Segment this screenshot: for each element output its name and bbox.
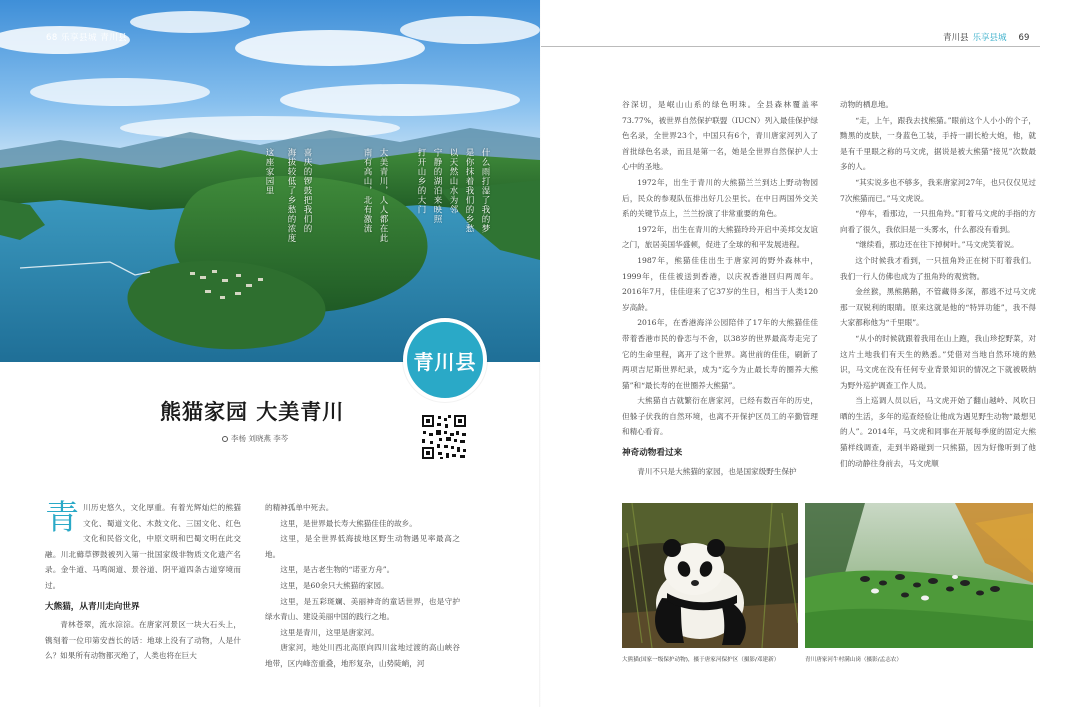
- intro-paragraph: [45, 500, 241, 594]
- left-column-1: [45, 500, 241, 664]
- poem-line: 大美青川，人人都在此: [378, 148, 388, 243]
- body-paragraph: 金丝猴，黑熊鹅鹅，不管藏得多深，都逃不过马文虎那一双锐利的眼睛。原来这就是他的“特异功能”，我不得大家都称他为“千里眼”。: [840, 287, 1036, 328]
- body-paragraph: 这里是青川，这里是唐家河。: [280, 627, 379, 637]
- byline-circle-icon: [222, 436, 228, 442]
- body-paragraph: 的精神孤单中死去。: [265, 503, 334, 512]
- county-badge-label: 青川县: [413, 349, 477, 374]
- running-head-right: [943, 31, 1029, 43]
- poem-line: 喜庆的锣鼓把我们的: [302, 148, 312, 234]
- body-paragraph: 谷深切，是岷山山系的绿色明珠。全县森林覆盖率73.77%，被世界自然保护联盟（IUCN）列入最佳保护绿色名录，全世界23个，中国只有6个，青川唐家河列入了首批绿色名录，而且是第一名，她是全世界自然保护人士心中的圣地。: [622, 100, 818, 172]
- running-head-county: 青川县: [943, 33, 969, 43]
- poem-line: 以天然山水为邻: [448, 148, 458, 215]
- dropcap: 青: [45, 498, 79, 538]
- body-paragraph: 这里，是全世界低海拔地区野生动物遇见率最高之地。: [265, 534, 460, 559]
- right-column-2: [840, 97, 1036, 471]
- body-paragraph: 动物的栖息地。: [840, 100, 894, 109]
- poem-line: 宁静的湖泊来映照: [432, 148, 442, 224]
- body-paragraph: “其实说多也不够多，我来唐家河27年，也只仅仅见过7次熊猫而已。”马文虎说。: [840, 177, 1036, 203]
- body-paragraph: 这里，是60余只大熊猫的家园。: [280, 580, 389, 590]
- poem-line: 打开山乡的大门: [416, 148, 426, 215]
- body-paragraph: “走，上午，跟我去找熊猫。”眼前这个人小小的个子，黝黑的皮肤，一身蓝色工装，手持一副长枪大炮，他，就是有千里眼之称的马文虎，据说是被大熊猫“接见”次数最多的人。: [840, 115, 1036, 172]
- body-paragraph: “继续看，那边还在往下掉树叶。”马文虎笑着说。: [855, 240, 1019, 250]
- body-paragraph: 大熊猫自古就繁衍在唐家河，已经有数百年的历史，但躲子伏我的自然环境，也离不开保护区员工的辛勤管理和精心看育。: [622, 396, 818, 437]
- running-head-left: 68 乐享县城 青川县: [46, 33, 128, 43]
- running-head-section: 乐享县城: [972, 33, 1007, 43]
- body-paragraph: 1987年，熊猫佳佳出生于唐家河的野外森林中，1999年，佳佳被送到香港，以庆祝香港回归两周年。2016年7月，佳佳迎来了它37岁的生日，相当于人类120岁高龄。: [622, 255, 818, 312]
- body-paragraph: 这里，是五彩斑斓、美丽神奇的童话世界，也是守护绿水青山、建设美丽中国的践行之地。: [265, 596, 460, 622]
- page-number: 69: [1018, 33, 1030, 43]
- body-paragraph: 这里，是古老生物的“诺亚方舟”。: [280, 565, 395, 575]
- county-badge: [403, 318, 487, 402]
- body-paragraph: 唐家河，地处川西北高原向四川盆地过渡的高山峡谷地带，区内峰峦重叠，地形复杂，山势陡峭，河: [265, 643, 460, 668]
- qr-code-icon[interactable]: [420, 413, 468, 461]
- photo-caption: 青川唐家河牛村满山岗（摄影/孟志农）: [805, 657, 902, 663]
- header-rule: [541, 46, 1040, 47]
- section-heading: 神奇动物看过来: [622, 448, 683, 459]
- right-column-1: [622, 97, 818, 479]
- meadow-photo: [805, 503, 1033, 648]
- article-byline: [222, 433, 288, 444]
- body-paragraph: 这里，是世界最长寿大熊猫佳佳的故乡。: [280, 518, 417, 528]
- body-paragraph: 青川不只是大熊猫的家园，也是国家级野生保护: [637, 466, 797, 476]
- body-paragraph: 2016年，在香港海洋公园陪伴了17年的大熊猫佳佳带着香港市民的眷恋与不舍，以38岁的世界最高寿走完了它的生命里程，离开了这个世界。离世前的佳佳，刷新了两项吉尼斯世界纪录，成为“迄今为止最长寿的圈养大熊猫”和“最长寿的在世圈养大熊猫”。: [622, 318, 818, 390]
- poem-line: 什么雨打湿了我的梦: [480, 148, 490, 234]
- intro-text: 川历史悠久，文化厚重。有着光辉灿烂的熊猫文化、蜀道文化、木鼓文化、三国文化、红色文化和民俗文化，中原文明和巴蜀文明在此交融。川北薅草锣鼓被列入第一批国家级非物质文化遗产名录。金牛道、马鸣阁道、景谷道、阴平道四条古道穿境而过。: [45, 503, 241, 590]
- body-paragraph: 这个时候我才看到，一只扭角羚正在树下盯着我们。我们一行人仿佛也成为了扭角羚的观赏物。: [840, 255, 1036, 281]
- photo-caption: 大熊猫(国家一级保护动物)，摄于唐家河保护区（摄影/邓建新）: [622, 657, 780, 663]
- poem-line: 海拔较低了乡愁的浓度: [286, 148, 296, 243]
- body-paragraph: “从小的时候就跟着我用在山上跑，我山珍挖野菜，对这片土地我们有天生的熟悉。”凭借对当地自然环境的熟识，马文虎在没有任何专业背景知识的情况之下就被吸纳为野外巡护调查工作人员。: [840, 333, 1036, 390]
- body-paragraph: 当上巡调人员以后，马文虎开始了翻山越岭、风吹日晒的生活，多年的巡查经验让他成为遇见野生动物“最想见的人”。2014年，马文虎和同事在开展每季度的固定大熊猫样线调查，走到半路碰到一只熊猫，因为好像听到了他们的动静往身前去，马文虎顺: [840, 396, 1036, 468]
- body-paragraph: “停车，看那边，一只扭角羚。”盯着马文虎的手指的方向看了很久，我依旧是一头雾水，什么都没有看到。: [840, 209, 1036, 234]
- article-title: 熊猫家园 大美青川: [160, 399, 345, 424]
- panda-photo: [622, 503, 798, 648]
- left-column-2: [265, 500, 460, 672]
- body-paragraph: 1972年，出生在青川的大熊猫玲玲开启中美邦交友谊之门，旅居美国华盛顿，促进了全球的和平发展进程。: [622, 224, 818, 250]
- poem-line: 南有高山，北有激流: [362, 148, 372, 234]
- byline-authors: 李杨 刘晓燕 李芩: [231, 434, 289, 443]
- poem-line: 这座家园里: [264, 148, 274, 196]
- body-paragraph: 1972年，出生于青川的大熊猫兰兰到达上野动物园后，民众的参观队伍排出好几公里长。在中日两国外交关系的关键节点上，兰兰扮演了非常重要的角色。: [622, 177, 818, 219]
- body-paragraph: 青林苍翠，流水淙淙。在唐家河景区一块大石头上，镌刻着一位印第安酋长的话：地球上没有了动物，人是什么？如果所有动物都灭绝了，人类也将在巨大: [45, 620, 241, 661]
- poem-line: 是你抹着我们的乡愁: [464, 148, 474, 234]
- section-heading: 大熊猫，从青川走向世界: [45, 601, 140, 612]
